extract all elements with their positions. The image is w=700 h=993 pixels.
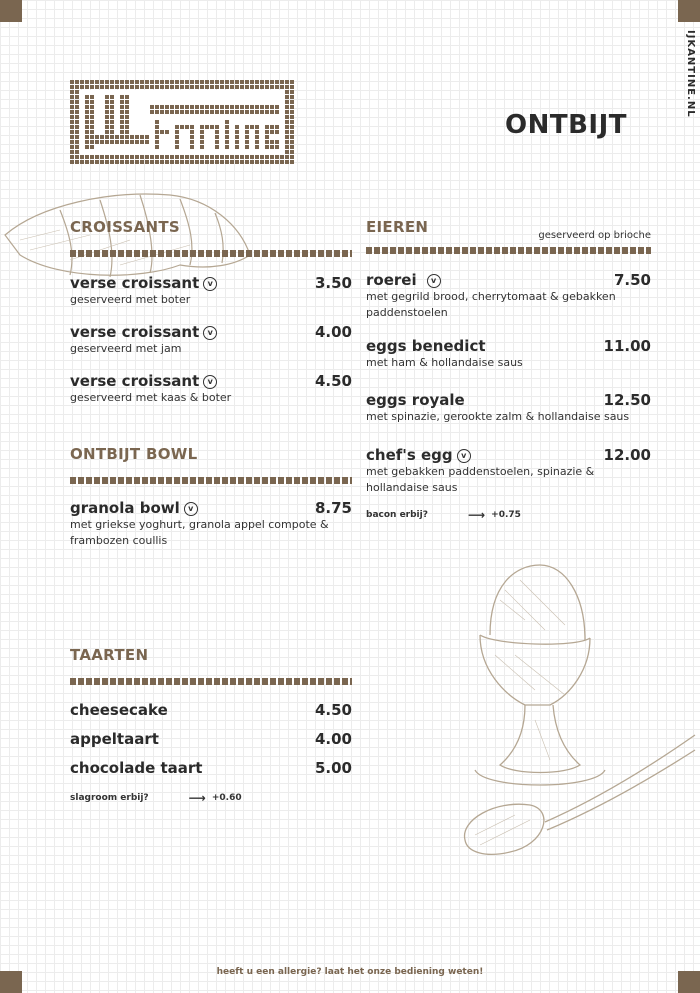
allergy-note: heeft u een allergie? laat het onze bediening weten! — [216, 967, 484, 977]
section-divider — [70, 477, 352, 484]
item-name: verse croissant — [70, 323, 200, 341]
corner-decoration — [0, 0, 22, 22]
item-name: appeltaart — [70, 730, 159, 748]
item-price: 7.50 — [613, 270, 651, 289]
section-divider — [366, 247, 651, 254]
menu-item — [70, 273, 352, 308]
section-eieren — [366, 218, 651, 522]
section-title: ONTBIJT BOWL — [70, 445, 198, 463]
vegetarian-icon: v — [203, 277, 217, 291]
item-description: met ham & hollandaise saus — [366, 356, 523, 369]
extra-option — [70, 791, 352, 805]
vegetarian-icon: v — [427, 274, 441, 288]
item-name: verse croissant — [70, 274, 200, 292]
section-title: EIEREN — [366, 218, 429, 236]
arrow-right-icon: ⟶ — [467, 508, 486, 522]
menu-item — [70, 498, 352, 549]
item-name: roerei — [366, 271, 417, 289]
section-taarten — [70, 646, 352, 805]
egg-cup-illustration — [455, 560, 700, 865]
item-name: cheesecake — [70, 701, 168, 719]
item-name: chocolade taart — [70, 759, 203, 777]
vegetarian-icon: v — [203, 375, 217, 389]
vegetarian-icon: v — [457, 449, 471, 463]
item-name: verse croissant — [70, 372, 200, 390]
section-croissants — [70, 218, 352, 406]
item-description: geserveerd met kaas & boter — [70, 391, 232, 404]
item-price: 11.00 — [603, 337, 651, 355]
item-price: 12.50 — [603, 391, 651, 409]
section-subtitle: geserveerd op brioche — [538, 230, 651, 241]
section-ontbijt-bowl — [70, 445, 352, 549]
item-description: geserveerd met jam — [70, 342, 182, 355]
section-title: TAARTEN — [70, 646, 149, 664]
item-description: met gegrild brood, cherrytomaat & gebakken paddenstoelen — [366, 290, 616, 319]
vegetarian-icon: v — [184, 502, 198, 516]
site-url[interactable]: IJKANTINE.NL — [685, 30, 696, 118]
item-price: 4.00 — [314, 322, 352, 341]
extra-label: slagroom erbij? — [70, 793, 149, 803]
item-name: eggs royale — [366, 391, 465, 409]
menu-item — [366, 337, 651, 371]
section-divider — [70, 250, 352, 257]
item-price: 4.50 — [314, 371, 352, 390]
item-price: 5.00 — [314, 759, 352, 777]
corner-decoration — [678, 0, 700, 22]
menu-item — [366, 391, 651, 425]
item-price: 4.00 — [314, 730, 352, 748]
item-price: 4.50 — [314, 701, 352, 719]
item-name: chef's egg — [366, 446, 453, 464]
item-description: met spinazie, gerookte zalm & hollandaise saus — [366, 410, 630, 423]
menu-item — [70, 730, 352, 748]
menu-item — [366, 270, 651, 321]
extra-price: +0.75 — [491, 510, 521, 520]
menu-item — [70, 322, 352, 357]
item-description: met gebakken paddenstoelen, spinazie & hollandaise saus — [366, 465, 595, 494]
extra-option — [366, 508, 651, 522]
menu-item — [70, 371, 352, 406]
page-title: ONTBIJT — [505, 110, 627, 140]
extra-price: +0.60 — [211, 793, 242, 803]
item-name: granola bowl — [70, 499, 180, 517]
extra-label: bacon erbij? — [366, 510, 428, 520]
item-price: 3.50 — [314, 273, 352, 292]
menu-item — [366, 445, 651, 496]
menu-item — [70, 701, 352, 719]
item-price: 8.75 — [314, 498, 352, 517]
item-description: met griekse yoghurt, granola appel compote & frambozen coullis — [70, 518, 329, 547]
section-title: CROISSANTS — [70, 218, 181, 236]
section-divider — [70, 678, 352, 685]
vegetarian-icon: v — [203, 326, 217, 340]
item-name: eggs benedict — [366, 337, 486, 355]
arrow-right-icon: ⟶ — [188, 791, 206, 805]
item-description: geserveerd met boter — [70, 293, 191, 306]
menu-item — [70, 759, 352, 777]
ijkantine-logo — [70, 80, 295, 165]
item-price: 12.00 — [603, 445, 651, 464]
